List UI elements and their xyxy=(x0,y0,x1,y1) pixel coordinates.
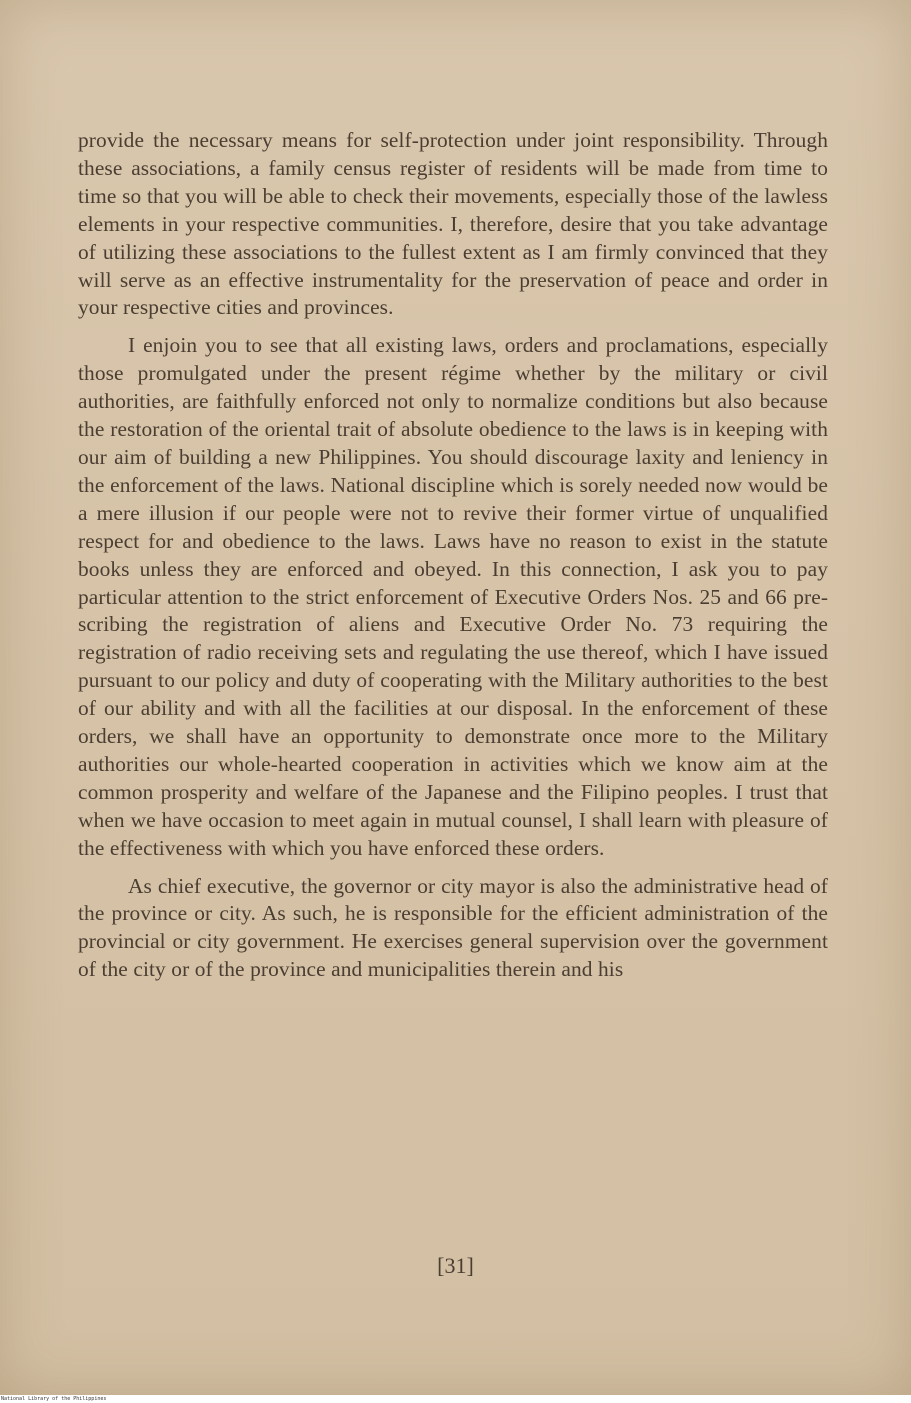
footer-strip xyxy=(0,1395,911,1403)
body-text xyxy=(78,127,828,984)
paragraph-2: I enjoin you to see that all existing laws, orders and proclamations, especially those promulgated under the present régime whether by the military or civil authorities, are faithfully enforced not only to normalize conditions but also because the restoration of the oriental trait of absolute obedience to the laws is in keeping with our aim of building a new Philippines. You should discourage laxity and leniency in the enforcement of the laws. National discipline which is sorely needed now would be a mere illusion if our people were not to revive their former virtue of unqualified respect for and obedience to the laws. Laws have no reason to exist in the statute books unless they are enforced and obeyed. In this connection, I ask you to pay particular attention to the strict enforcement of Executive Orders Nos. 25 and 66 prescribing the registration of aliens and Executive Order No. 73 requiring the registration of radio receiving sets and regulating the use thereof, which I have issued pursuant to our policy and duty of cooperating with the Military authorities to the best of our ability and with all the facilities at our disposal. In the enforcement of these orders, we shall have an opportunity to demonstrate once more to the Military authorities our whole-hearted cooperation in activities which we know aim at the common prosperity and welfare of the Japanese and the Filipino peoples. I trust that when we have occasion to meet again in mutual counsel, I shall learn with pleasure of the effectiveness with which you have enforced these orders. xyxy=(78,333,828,860)
paragraph-1: provide the necessary means for self-protection under joint responsibility. Through these associations, a family census register of residents will be made from time to time so that you will be able to check their movements, especially those of the lawless elements in your respective communities. I, therefore, desire that you take advantage of utilizing these associations to the fullest extent as I am firmly convinced that they will serve as an effective instrumentality for the preservation of peace and order in your respective cities and provinces. xyxy=(78,128,828,320)
footer-credit: National Library of the Philippines xyxy=(1,1396,107,1402)
paragraph-3: As chief executive, the governor or city mayor is also the administrative head of the province or city. As such, he is responsible for the efficient administration of the provincial or city government. He exercises general supervision over the government of the city or of the province and municipalities therein and his xyxy=(78,873,828,982)
page-number: [31] xyxy=(437,1253,474,1278)
